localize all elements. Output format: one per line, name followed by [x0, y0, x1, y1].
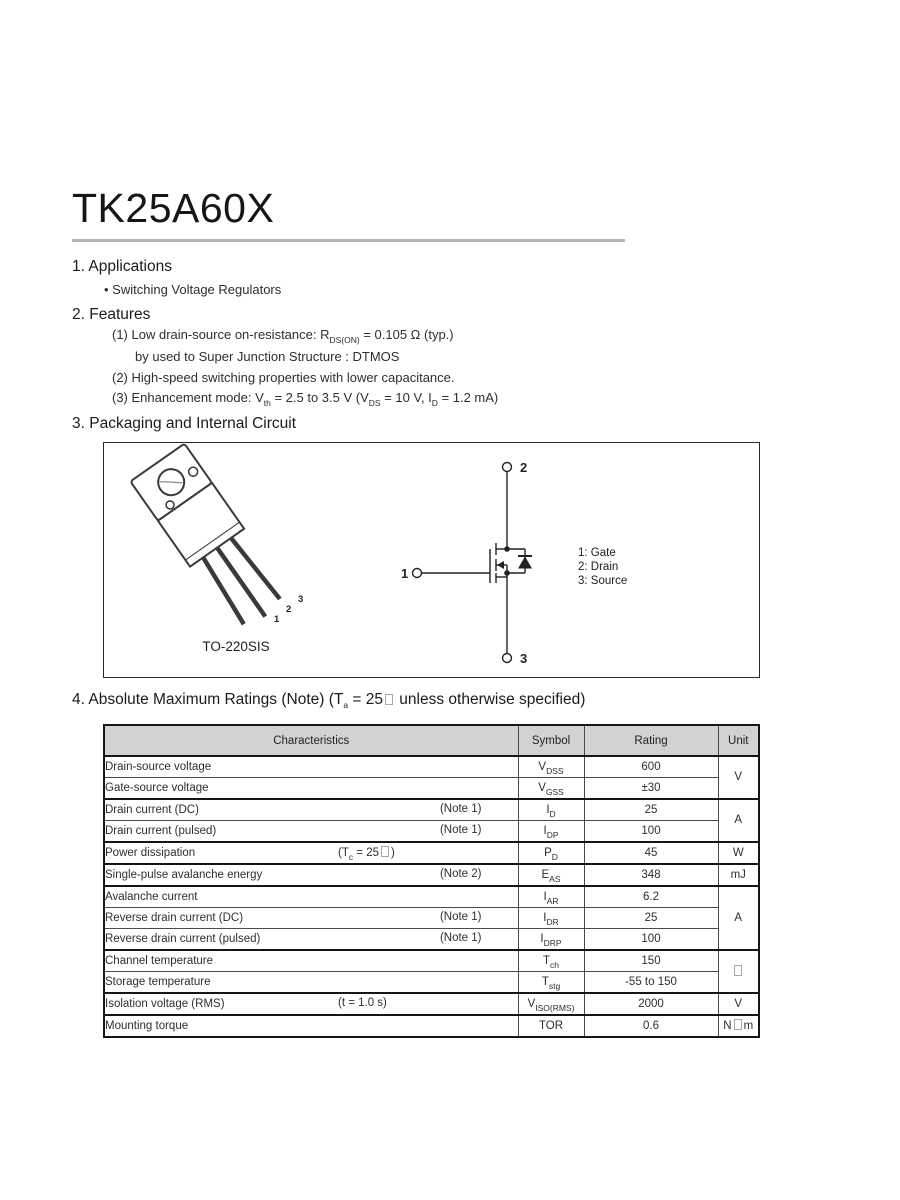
table-row: [104, 908, 759, 929]
cell-symbol: $T_{ch}$: [518, 950, 584, 972]
package-pin-2-label: 2: [286, 604, 292, 615]
cell-unit: A: [718, 886, 759, 950]
cell-symbol: $P_D$: [518, 842, 584, 864]
cell-rating: ±30: [584, 778, 718, 800]
pin-legend-source: 3: Source: [578, 575, 628, 587]
cell-characteristic: Isolation voltage (RMS) (t = 1.0 s): [104, 993, 518, 1015]
feature-item-2: (2) High-speed switching properties with lower capacitance.: [112, 370, 455, 385]
table-row: [104, 842, 759, 864]
feature-item-1-continued: by used to Super Junction Structure : DTMOS: [135, 349, 400, 364]
table-row: [104, 950, 759, 972]
cell-rating: 600: [584, 756, 718, 778]
cell-symbol: $I_{DP}$: [518, 821, 584, 843]
cell-unit: V: [718, 993, 759, 1015]
cell-characteristic: Mounting torque: [105, 1019, 189, 1032]
cell-characteristic: Single-pulse avalanche energy (Note 2): [104, 864, 518, 886]
title-rule: [72, 239, 625, 242]
feature-item-3: (3) Enhancement mode: $V_{th} = 2.5$ to 3.5 V ($V_{DS} = 10$ V, $I_D = 1.2$ mA): [112, 390, 499, 408]
cell-unit: [718, 950, 759, 993]
cell-symbol: $V_{ISO(RMS)}$: [518, 993, 584, 1015]
cell-rating: 100: [584, 821, 718, 843]
cell-unit: A: [718, 799, 759, 842]
cell-characteristic: Drain current (pulsed) (Note 1): [104, 821, 518, 843]
col-header-characteristics: Characteristics: [104, 725, 518, 756]
applications-heading: 1. Applications: [72, 258, 172, 275]
cell-characteristic: Avalanche current: [104, 886, 518, 908]
cell-rating: -55 to 150: [584, 972, 718, 994]
cell-rating: 2000: [584, 993, 718, 1015]
page-title: TK25A60X: [72, 185, 275, 231]
table-row: [104, 778, 759, 800]
package-pin-3-label: 3: [298, 594, 304, 605]
cell-unit: N m: [718, 1015, 759, 1037]
cell-symbol: $I_{AR}$: [518, 886, 584, 908]
cell-unit: W: [718, 842, 759, 864]
cell-rating: 100: [584, 929, 718, 951]
cell-symbol: $V_{GSS}$: [518, 778, 584, 800]
cell-unit: V: [718, 756, 759, 799]
cell-characteristic: Storage temperature: [104, 972, 518, 994]
cell-rating: 45: [584, 842, 718, 864]
pin-legend-gate: 1: Gate: [578, 547, 616, 559]
table-row: [104, 993, 759, 1015]
table-row: [104, 799, 759, 821]
table-row: [104, 756, 759, 778]
table-row: [104, 972, 759, 994]
packaging-figure-box: [103, 442, 760, 678]
table-header-row: [104, 725, 759, 756]
cell-rating: 150: [584, 950, 718, 972]
circuit-pin-1-label: 1: [401, 566, 409, 581]
mosfet-circuit-icon: [413, 463, 533, 663]
table-row: [104, 864, 759, 886]
cell-rating: 348: [584, 864, 718, 886]
packaging-heading: 3. Packaging and Internal Circuit: [72, 415, 297, 432]
package-pin-1-label: 1: [274, 614, 280, 625]
col-header-rating: Rating: [584, 725, 718, 756]
table-row: [104, 821, 759, 843]
table-row: [104, 929, 759, 951]
cell-symbol: $I_D$: [518, 799, 584, 821]
col-header-symbol: Symbol: [518, 725, 584, 756]
absolute-maximum-ratings-table: [103, 724, 760, 1038]
cell-characteristic: Drain current (DC) (Note 1): [104, 799, 518, 821]
cell-symbol: $T_{stg}$: [518, 972, 584, 994]
cell-symbol: $I_{DRP}$: [518, 929, 584, 951]
cell-characteristic: Channel temperature: [104, 950, 518, 972]
table-row: [104, 1015, 759, 1037]
cell-characteristic: Power dissipation ($T_c = 25$ ): [104, 842, 518, 864]
features-heading: 2. Features: [72, 306, 151, 323]
cell-symbol: $I_{DR}$: [518, 908, 584, 929]
cell-characteristic: Gate-source voltage: [104, 778, 518, 800]
cell-unit: mJ: [718, 864, 759, 886]
cell-rating: 25: [584, 799, 718, 821]
table-row: [104, 886, 759, 908]
applications-bullet: • Switching Voltage Regulators: [104, 282, 282, 297]
cell-characteristic: Drain-source voltage: [104, 756, 518, 778]
cell-rating: 0.6: [584, 1015, 718, 1037]
packaging-figure: [104, 443, 759, 677]
feature-item-1: (1) Low drain-source on-resistance: $R_{DS(ON)} = 0.105$ Ω (typ.): [112, 327, 454, 345]
pin-legend-drain: 2: Drain: [578, 561, 619, 573]
cell-rating: 25: [584, 908, 718, 929]
ratings-heading: 4. Absolute Maximum Ratings (Note) ($T_a = 25$ unless otherwise specified): [72, 691, 586, 710]
cell-characteristic: Reverse drain current (pulsed) (Note 1): [104, 929, 518, 951]
cell-rating: 6.2: [584, 886, 718, 908]
circuit-pin-2-label: 2: [520, 460, 528, 475]
package-drawing-icon: [130, 444, 292, 636]
cell-characteristic: Reverse drain current (DC) (Note 1): [104, 908, 518, 929]
col-header-unit: Unit: [718, 725, 759, 756]
cell-symbol: $V_{DSS}$: [518, 756, 584, 778]
circuit-pin-3-label: 3: [520, 651, 528, 666]
cell-symbol: $E_{AS}$: [518, 864, 584, 886]
cell-symbol: TOR: [518, 1015, 584, 1037]
package-name-label: TO-220SIS: [202, 639, 270, 654]
